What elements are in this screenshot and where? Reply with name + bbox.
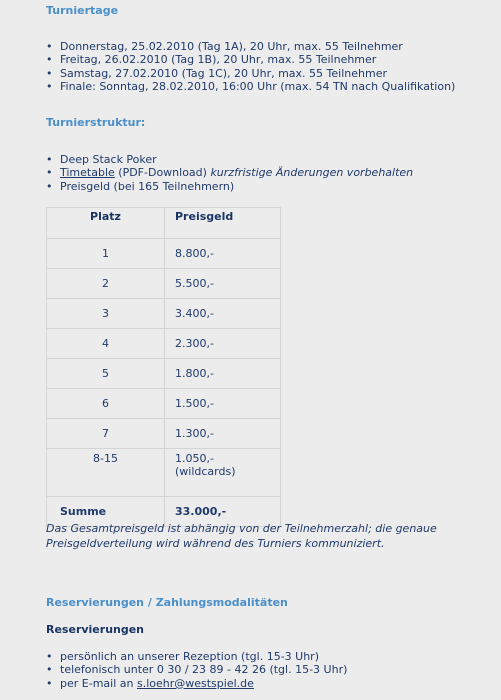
table-row xyxy=(47,419,281,449)
cell-platz: 6 xyxy=(47,389,165,419)
table-row xyxy=(47,329,281,359)
timetable-link[interactable]: Timetable xyxy=(60,166,115,180)
note-line-2: Preisgeldverteilung wird während des Turniers kommuniziert. xyxy=(46,537,385,550)
list-item: • Deep Stack Poker xyxy=(46,153,496,166)
turnierstruktur-heading: Turnierstruktur: xyxy=(46,116,146,129)
preisgeld-note xyxy=(46,521,486,551)
list-item: • Preisgeld (bei 165 Teilnehmern) xyxy=(46,180,496,193)
turnierstruktur-list xyxy=(46,153,496,193)
turniertage-heading: Turniertage xyxy=(46,4,119,17)
table-row xyxy=(47,239,281,269)
list-item: • telefonisch unter 0 30 / 23 89 - 42 26 (tgl. 15-3 Uhr) xyxy=(46,663,496,676)
reservierung-list xyxy=(46,650,496,690)
cell-platz: 2 xyxy=(47,269,165,299)
cell-preis: 1.500,- xyxy=(165,389,281,419)
cell-preis xyxy=(165,449,281,497)
reservierung-subheading: Reservierungen xyxy=(46,623,145,636)
table-header-row xyxy=(47,208,281,239)
cell-preis: 8.800,- xyxy=(165,239,281,269)
timetable-note: kurzfristige Änderungen vorbehalten xyxy=(210,166,414,180)
cell-preis-value: 1.050,- xyxy=(175,452,214,465)
list-item: • Donnerstag, 25.02.2010 (Tag 1A), 20 Uhr, max. 55 Teilnehmer xyxy=(46,40,496,53)
cell-platz: 4 xyxy=(47,329,165,359)
note-line-1: Das Gesamtpreisgeld ist abhängig von der Teilnehmerzahl; die genaue xyxy=(46,522,437,535)
timetable-rest: (PDF-Download) xyxy=(114,166,211,180)
preisgeld-table xyxy=(46,207,281,527)
table-row xyxy=(47,449,281,497)
cell-preis: 2.300,- xyxy=(165,329,281,359)
cell-preis: 1.800,- xyxy=(165,359,281,389)
cell-preis: 3.400,- xyxy=(165,299,281,329)
email-link[interactable]: s.loehr@westspiel.de xyxy=(136,676,254,690)
reservierung-heading: Reservierungen / Zahlungsmodalitäten xyxy=(46,596,288,609)
cell-platz: 1 xyxy=(47,239,165,269)
table-row xyxy=(47,299,281,329)
cell-preis-sub: (wildcards) xyxy=(175,465,236,478)
cell-platz: 8-15 xyxy=(47,449,165,497)
sum-value: 33.000,- xyxy=(165,497,281,527)
list-item: • Finale: Sonntag, 28.02.2010, 16:00 Uhr (max. 54 TN nach Qualifikation) xyxy=(46,80,496,93)
header-platz: Platz xyxy=(47,208,165,239)
turniertage-list xyxy=(46,40,496,94)
header-preisgeld: Preisgeld xyxy=(165,208,281,239)
cell-platz: 7 xyxy=(47,419,165,449)
list-item: • Samstag, 27.02.2010 (Tag 1C), 20 Uhr, max. 55 Teilnehmer xyxy=(46,67,496,80)
cell-platz: 5 xyxy=(47,359,165,389)
cell-preis: 5.500,- xyxy=(165,269,281,299)
list-item-email xyxy=(46,677,496,690)
sum-label: Summe xyxy=(47,497,165,527)
list-item: • persönlich an unserer Rezeption (tgl. 15-3 Uhr) xyxy=(46,650,496,663)
table-row xyxy=(47,389,281,419)
cell-preis: 1.300,- xyxy=(165,419,281,449)
list-item-timetable xyxy=(46,166,496,179)
list-item: • Freitag, 26.02.2010 (Tag 1B), 20 Uhr, max. 55 Teilnehmer xyxy=(46,53,496,66)
table-row xyxy=(47,359,281,389)
table-row xyxy=(47,269,281,299)
email-prefix: per E-mail an xyxy=(60,676,137,690)
cell-platz: 3 xyxy=(47,299,165,329)
